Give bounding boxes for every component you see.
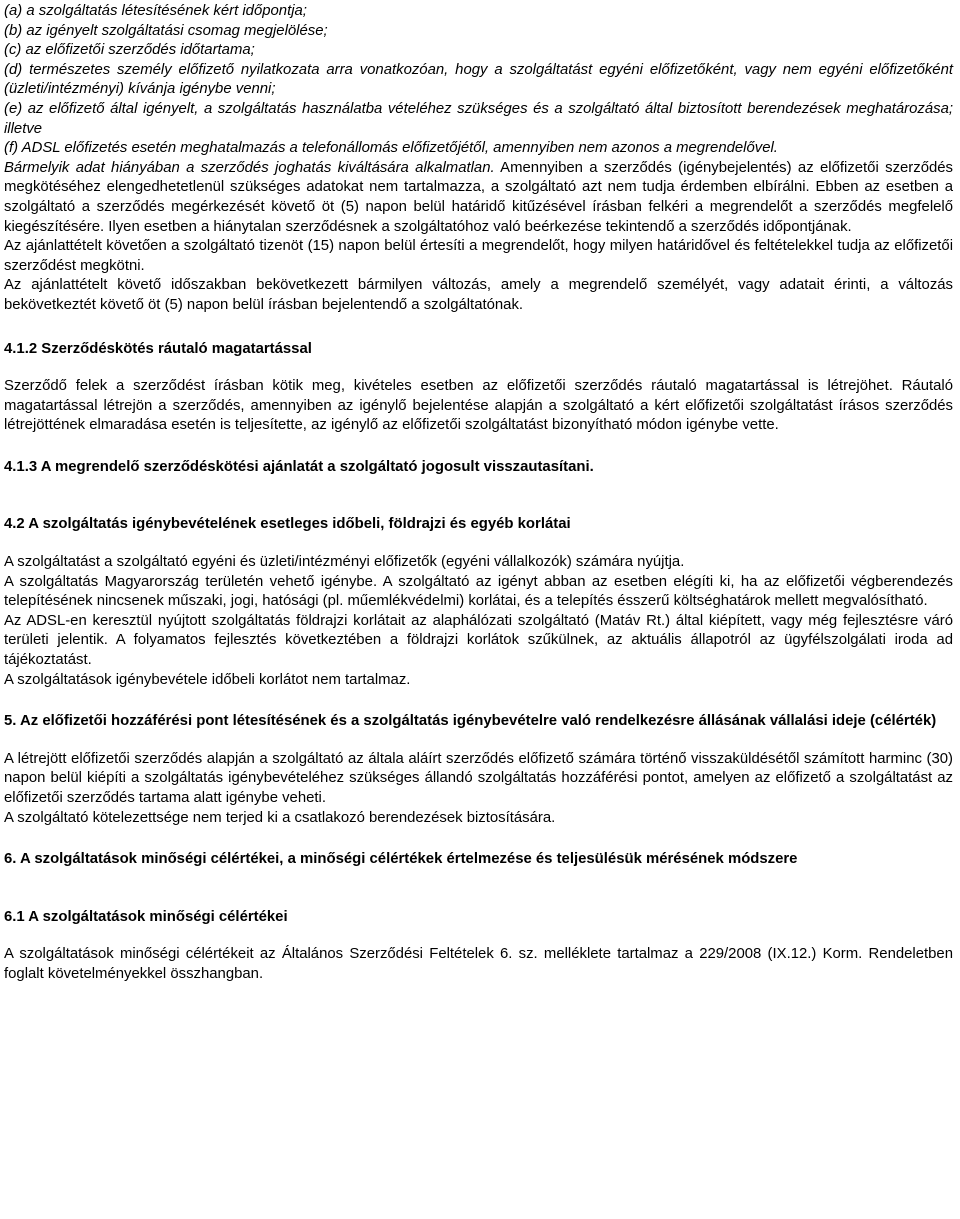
section-4-2-para-3: Az ADSL-en keresztül nyújtott szolgáltatás földrajzi korlátait az alaphálózati szolgáltató (Matáv Rt.) által kiépített, vagy még fejlesztésre váró területi jelentik. A folyamatos fejlesztés következtében a földrajzi korlátok szűkülnek, az aktuális állapotról az ügyfélszolgálati iroda ad tájékoztatást. xyxy=(4,612,953,669)
section-4-1-3-heading: 4.1.3 A megrendelő szerződéskötési ajánlatát a szolgáltató jogosult visszautasítani. xyxy=(4,458,594,475)
list-item-f: (f) ADSL előfizetés esetén meghatalmazás a telefonállomás előfizetőjétől, amennyiben nem azonos a megrendelővel. xyxy=(4,140,778,157)
missing-data-rest: Amennyiben a szerződés (igénybejelentés) az előfizetői szerződés megkötéséhez elengedhetetlenül szükséges adatokat nem tartalmazza, a szolgáltató azt nem tudja érdemben elbírálni. Ebben az esetben a szolgáltató a szerződés megérkezését követő öt (5) napon belül határidő kitűzésével írásban felkéri a megrendelőt a szerződés megfelelő kiegészítésére. Ilyen esetben a hiánytalan szerződésnek a szolgáltatóhoz való beérkezése tekintendő a szerződés időpontjának. xyxy=(4,159,953,235)
section-4-1-2-heading: 4.1.2 Szerződéskötés ráutaló magatartással xyxy=(4,340,312,357)
section-5-para-1: A létrejött előfizetői szerződés alapján a szolgáltató az általa aláírt szerződés előfizető számára történő visszaküldésétől számított harminc (30) napon belül kiépíti a szolgáltatás igénybevételéhez szükséges állandó szolgáltatás hozzáférési pontot, amelyen az előfizető a szolgáltatást az előfizetői szerződés tartama alatt igénybe veheti. xyxy=(4,750,953,806)
requirements-list xyxy=(4,2,953,159)
section-6-1-body: A szolgáltatások minőségi célértékeit az Általános Szerződési Feltételek 6. sz. melléklete tartalmaz a 229/2008 (IX.12.) Korm. Rendeletben foglalt követelményekkel összhangban. xyxy=(4,946,953,982)
list-item-d: (d) természetes személy előfizető nyilatkozata arra vonatkozóan, hogy a szolgáltatást egyéni előfizetőként, vagy nem egyéni előfizetőként (üzleti/intézményi) kívánja igénybe venni; xyxy=(4,61,953,98)
list-item-a: (a) a szolgáltatás létesítésének kért időpontja; xyxy=(4,3,307,19)
section-4-1-2-body: Szerződő felek a szerződést írásban kötik meg, kivételes esetben az előfizetői szerződés ráutaló magatartással is létrejöhet. Ráutaló magatartással létrejön a szerződés, amennyiben az igénylő bejelentése alapján a szolgáltató a kért előfizetői szolgáltatást írásos szerződés létrejöttének elmaradása esetén is teljesítette, az igénylő az előfizetői szolgáltatást bizonyítható módon igénybe vette. xyxy=(4,378,953,434)
offer-notice-paragraph: Az ajánlattételt követően a szolgáltató tizenöt (15) napon belül értesíti a megrendelőt, hogy milyen határidővel és feltételekkel tudja az előfizetői szerződést megkötni. xyxy=(4,238,953,274)
list-item-b: (b) az igényelt szolgáltatási csomag megjelölése; xyxy=(4,22,328,39)
missing-data-sentence: Bármelyik adat hiányában a szerződés joghatás kiváltására alkalmatlan. xyxy=(4,159,495,176)
section-4-2-para-4: A szolgáltatások igénybevétele időbeli korlátot nem tartalmaz. xyxy=(4,671,411,688)
list-item-c: (c) az előfizetői szerződés időtartama; xyxy=(4,42,255,59)
missing-data-paragraph xyxy=(4,159,953,237)
list-item-e: (e) az előfizető által igényelt, a szolgáltatás használatba vételéhez szükséges és a szolgáltató által biztosított berendezések meghatározása; illetve xyxy=(4,100,953,137)
change-notice-paragraph: Az ajánlattételt követő időszakban bekövetkezett bármilyen változás, amely a megrendelő személyét, vagy adatait érinti, a változás bekövetkeztét követő öt (5) napon belül írásban bejelentendő a szolgáltatónak. xyxy=(4,277,953,313)
section-4-2-para-2: A szolgáltatás Magyarország területén vehető igénybe. A szolgáltató az igényt abban az esetben elégíti ki, ha az előfizetői végberendezés telepítésének nincsenek műszaki, jogi, hatósági (pl. műemlékvédelmi) korlátai, és a telepítés ésszerű költséghatárok mellett megvalósítható. xyxy=(4,573,953,610)
section-4-2-heading: 4.2 A szolgáltatás igénybevételének esetleges időbeli, földrajzi és egyéb korlátai xyxy=(4,516,571,533)
section-6-1-heading: 6.1 A szolgáltatások minőségi célértékei xyxy=(4,908,288,925)
section-4-2-para-1: A szolgáltatást a szolgáltató egyéni és üzleti/intézményi előfizetők (egyéni vállalkozók) számára nyújtja. xyxy=(4,554,685,571)
section-5-para-2: A szolgáltató kötelezettsége nem terjed ki a csatlakozó berendezések biztosítására. xyxy=(4,809,556,826)
section-6-heading: 6. A szolgáltatások minőségi célértékei, a minőségi célértékek értelmezése és teljesülésük mérésének módszere xyxy=(4,851,798,868)
section-5-heading: 5. Az előfizetői hozzáférési pont létesítésének és a szolgáltatás igénybevételre való rendelkezésre állásának vállalási ideje (célérték) xyxy=(4,713,937,730)
